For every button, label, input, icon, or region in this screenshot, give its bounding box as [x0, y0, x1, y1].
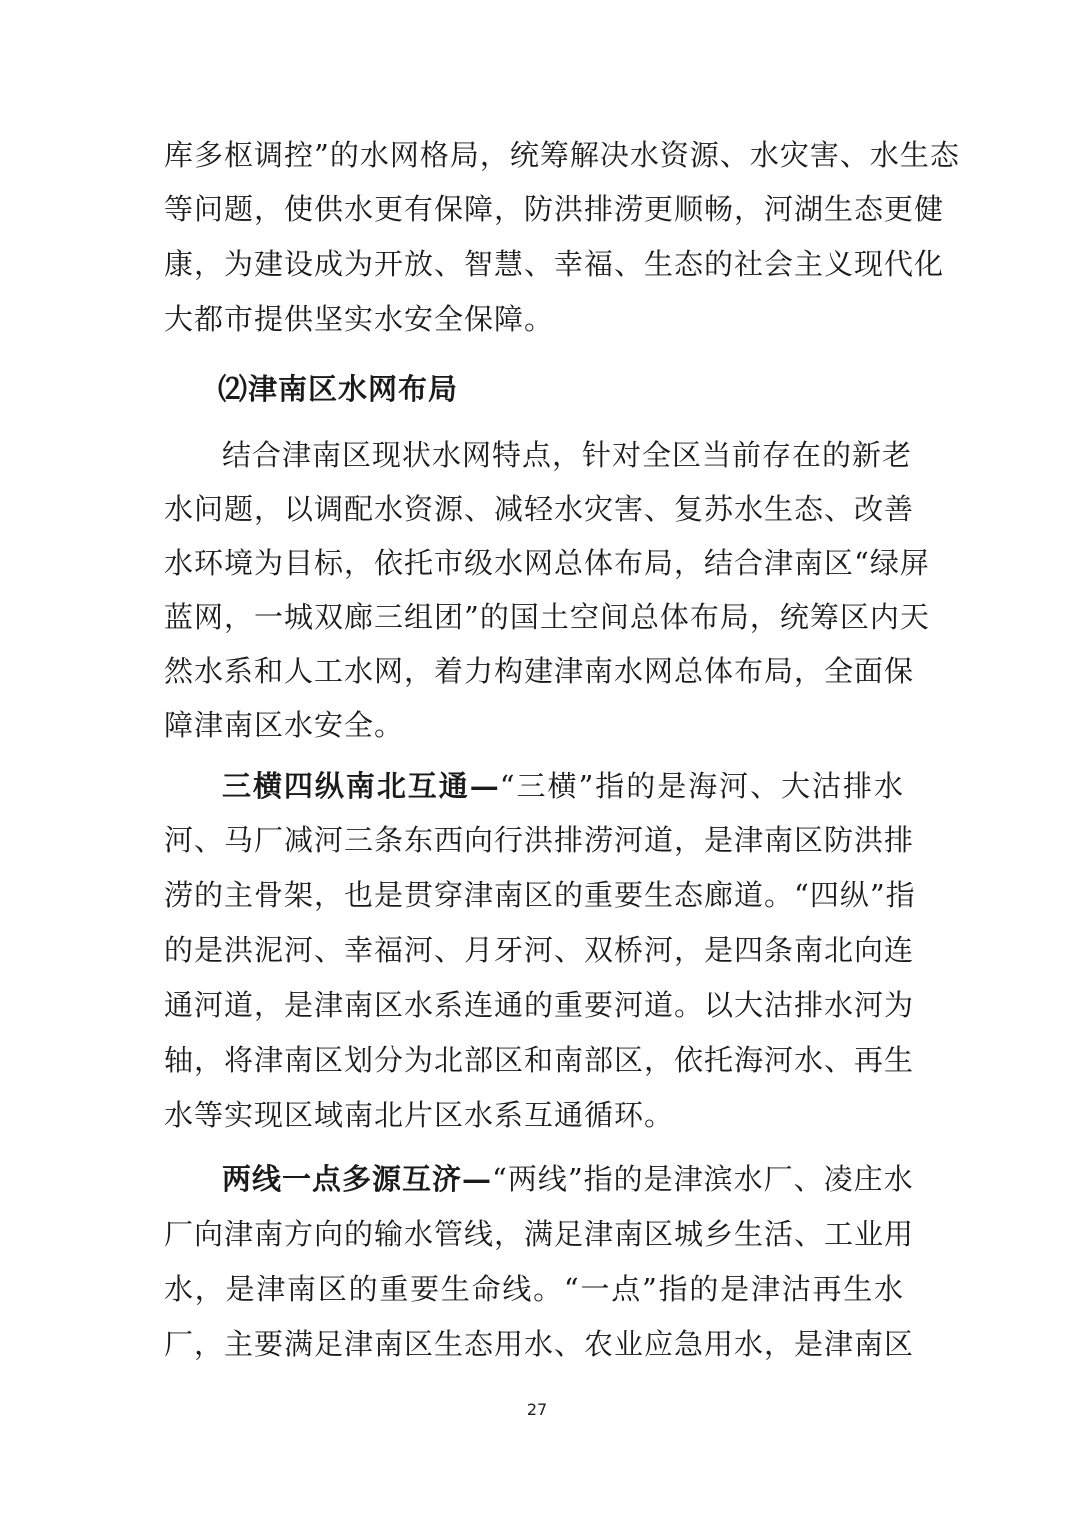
paragraph-3-line-3: 涝的主骨架，也是贯穿津南区的重要生态廊道。“四纵”指: [164, 878, 916, 912]
paragraph-2-line-3: 水环境为目标，依托市级水网总体布局，结合津南区“绿屏: [164, 546, 930, 580]
paragraph-3-line-7: 水等实现区域南北片区水系互通循环。: [164, 1098, 675, 1132]
paragraph-2-line-4: 蓝网，一城双廊三组团”的国土空间总体布局，统筹区内天: [164, 600, 930, 634]
paragraph-3-line-5: 通河道，是津南区水系连通的重要河道。以大沽排水河为: [164, 988, 915, 1022]
paragraph-2-line-2: 水问题，以调配水资源、减轻水灾害、复苏水生态、改善: [164, 492, 915, 526]
paragraph-4-line-3: 水，是津南区的重要生命线。“一点”指的是津沽再生水: [164, 1272, 904, 1306]
paragraph-3-line-4: 的是洪泥河、幸福河、月牙河、双桥河，是四条南北向连: [164, 933, 915, 967]
page-number: 27: [526, 1400, 548, 1419]
paragraph-2-line-1: 结合津南区现状水网特点，针对全区当前存在的新老: [222, 438, 913, 472]
paragraph-3-line-2: 河、马厂减河三条东西向行洪排涝河道，是津南区防洪排: [164, 823, 915, 857]
paragraph-4-first-rest: “两线”指的是津滨水厂、凌庄水: [492, 1162, 914, 1196]
paragraph-3-line-1: [222, 767, 904, 805]
paragraph-4-line-4: 厂，主要满足津南区生态用水、农业应急用水，是津南区: [164, 1327, 915, 1361]
paragraph-4-line-2: 厂向津南方向的输水管线，满足津南区城乡生活、工业用: [164, 1217, 915, 1251]
paragraph-3-line-6: 轴，将津南区划分为北部区和南部区，依托海河水、再生: [164, 1043, 915, 1077]
paragraph-2-line-5: 然水系和人工水网，着力构建津南水网总体布局，全面保: [164, 654, 915, 688]
paragraph-1-line-4: 大都市提供坚实水安全保障。: [164, 302, 555, 336]
paragraph-3-lead: 三横四纵南北互通—: [222, 769, 500, 803]
section-heading: ⑵津南区水网布局: [218, 372, 459, 406]
paragraph-3-first-rest: “三横”指的是海河、大沽排水: [499, 769, 904, 803]
paragraph-2-line-6: 障津南区水安全。: [164, 708, 405, 742]
paragraph-1-line-1: 库多枢调控”的水网格局，统筹解决水资源、水灾害、水生态: [164, 138, 960, 172]
paragraph-1-line-2: 等问题，使供水更有保障，防洪排涝更顺畅，河湖生态更健: [164, 192, 945, 226]
paragraph-1-line-3: 康，为建设成为开放、智慧、幸福、生态的社会主义现代化: [164, 247, 945, 281]
paragraph-4-line-1: [222, 1160, 914, 1198]
paragraph-4-lead: 两线一点多源互济—: [222, 1162, 493, 1196]
